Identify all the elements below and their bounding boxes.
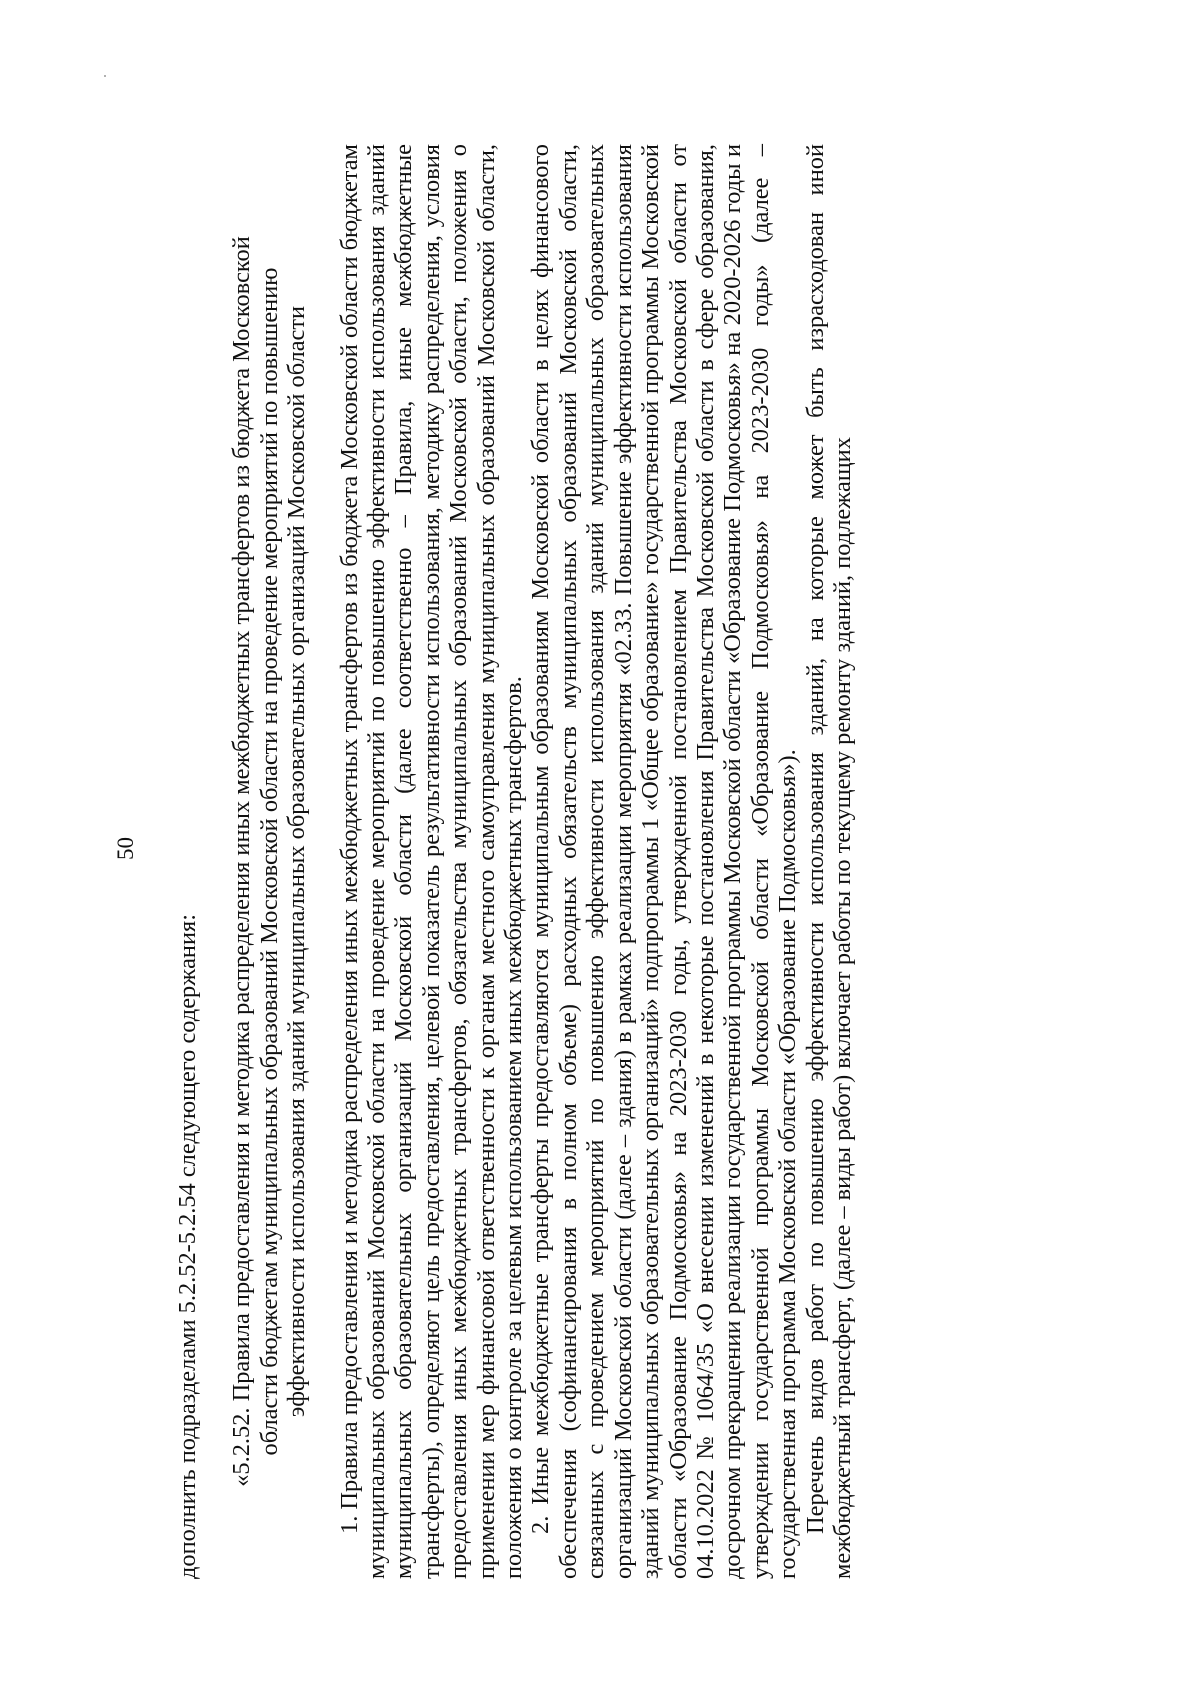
- document-body: [174, 144, 856, 1579]
- section-heading: «5.2.52. Правила предоставления и методика распределения иных межбюджетных трансфертов из бюджета Московской области бюджетам муниципальных образований Московской области на проведение мероприятий по повышению эффективности использования зданий муниципальных образовательных организаций Московской области: [228, 236, 311, 1487]
- intro-line: дополнить подразделами 5.2.52-5.2.54 следующего содержания:: [174, 913, 201, 1579]
- paragraph-2: 2. Иные межбюджетные трансферты предоставляются муниципальным образованиям Московской области в целях финансового обеспечения (софинансирования в полном объеме) расходных обязательств муниципальных образований Московской области, связанных с проведением мероприятий по повышению эффективности использования зданий муниципальных образовательных организаций Московской области (далее – здания) в рамках реализации мероприятия «02.33. Повышение эффективности использования зданий муниципальных образовательных организаций» подпрограммы 1 «Общее образование» государственной программы Московской области «Образование Подмосковья» на 2023-2030 годы, утвержденной постановлением Правительства Московской области от 04.10.2022 № 1064/35 «О внесении изменений в некоторые постановления Правительства Московской области в сфере образования, досрочном прекращении реализации государственной программы Московской области «Образование Подмосковья» на 2020-2026 годы и утверждении государственной программы Московской области «Образование Подмосковья» на 2023-2030 годы» (далее – государственная программа Московской области «Образование Подмосковья»).: [527, 144, 802, 1579]
- scan-speck: [104, 75, 106, 77]
- paragraph-3: Перечень видов работ по повышению эффективности использования зданий, на которые может быть израсходован иной межбюджетный трансферт, (далее – виды работ) включает работы по текущему ремонту зданий, подлежащих: [801, 144, 856, 1579]
- page-number: 50: [113, 837, 138, 860]
- paragraph-1: 1. Правила предоставления и методика распределения иных межбюджетных трансфертов из бюджета Московской области бюджетам муниципальных образований Московской области на проведение мероприятий по повышению эффективности использования зданий муниципальных образовательных организаций Московской области (далее соответственно – Правила, иные межбюджетные трансферты), определяют цель предоставления, целевой показатель результативности использования, методику распределения, условия предоставления иных межбюджетных трансфертов, обязательства муниципальных образований Московской области, положения о применении мер финансовой ответственности к органам местного самоуправления муниципальных образований Московской области, положения о контроле за целевым использованием иных межбюджетных трансфертов.: [335, 144, 528, 1579]
